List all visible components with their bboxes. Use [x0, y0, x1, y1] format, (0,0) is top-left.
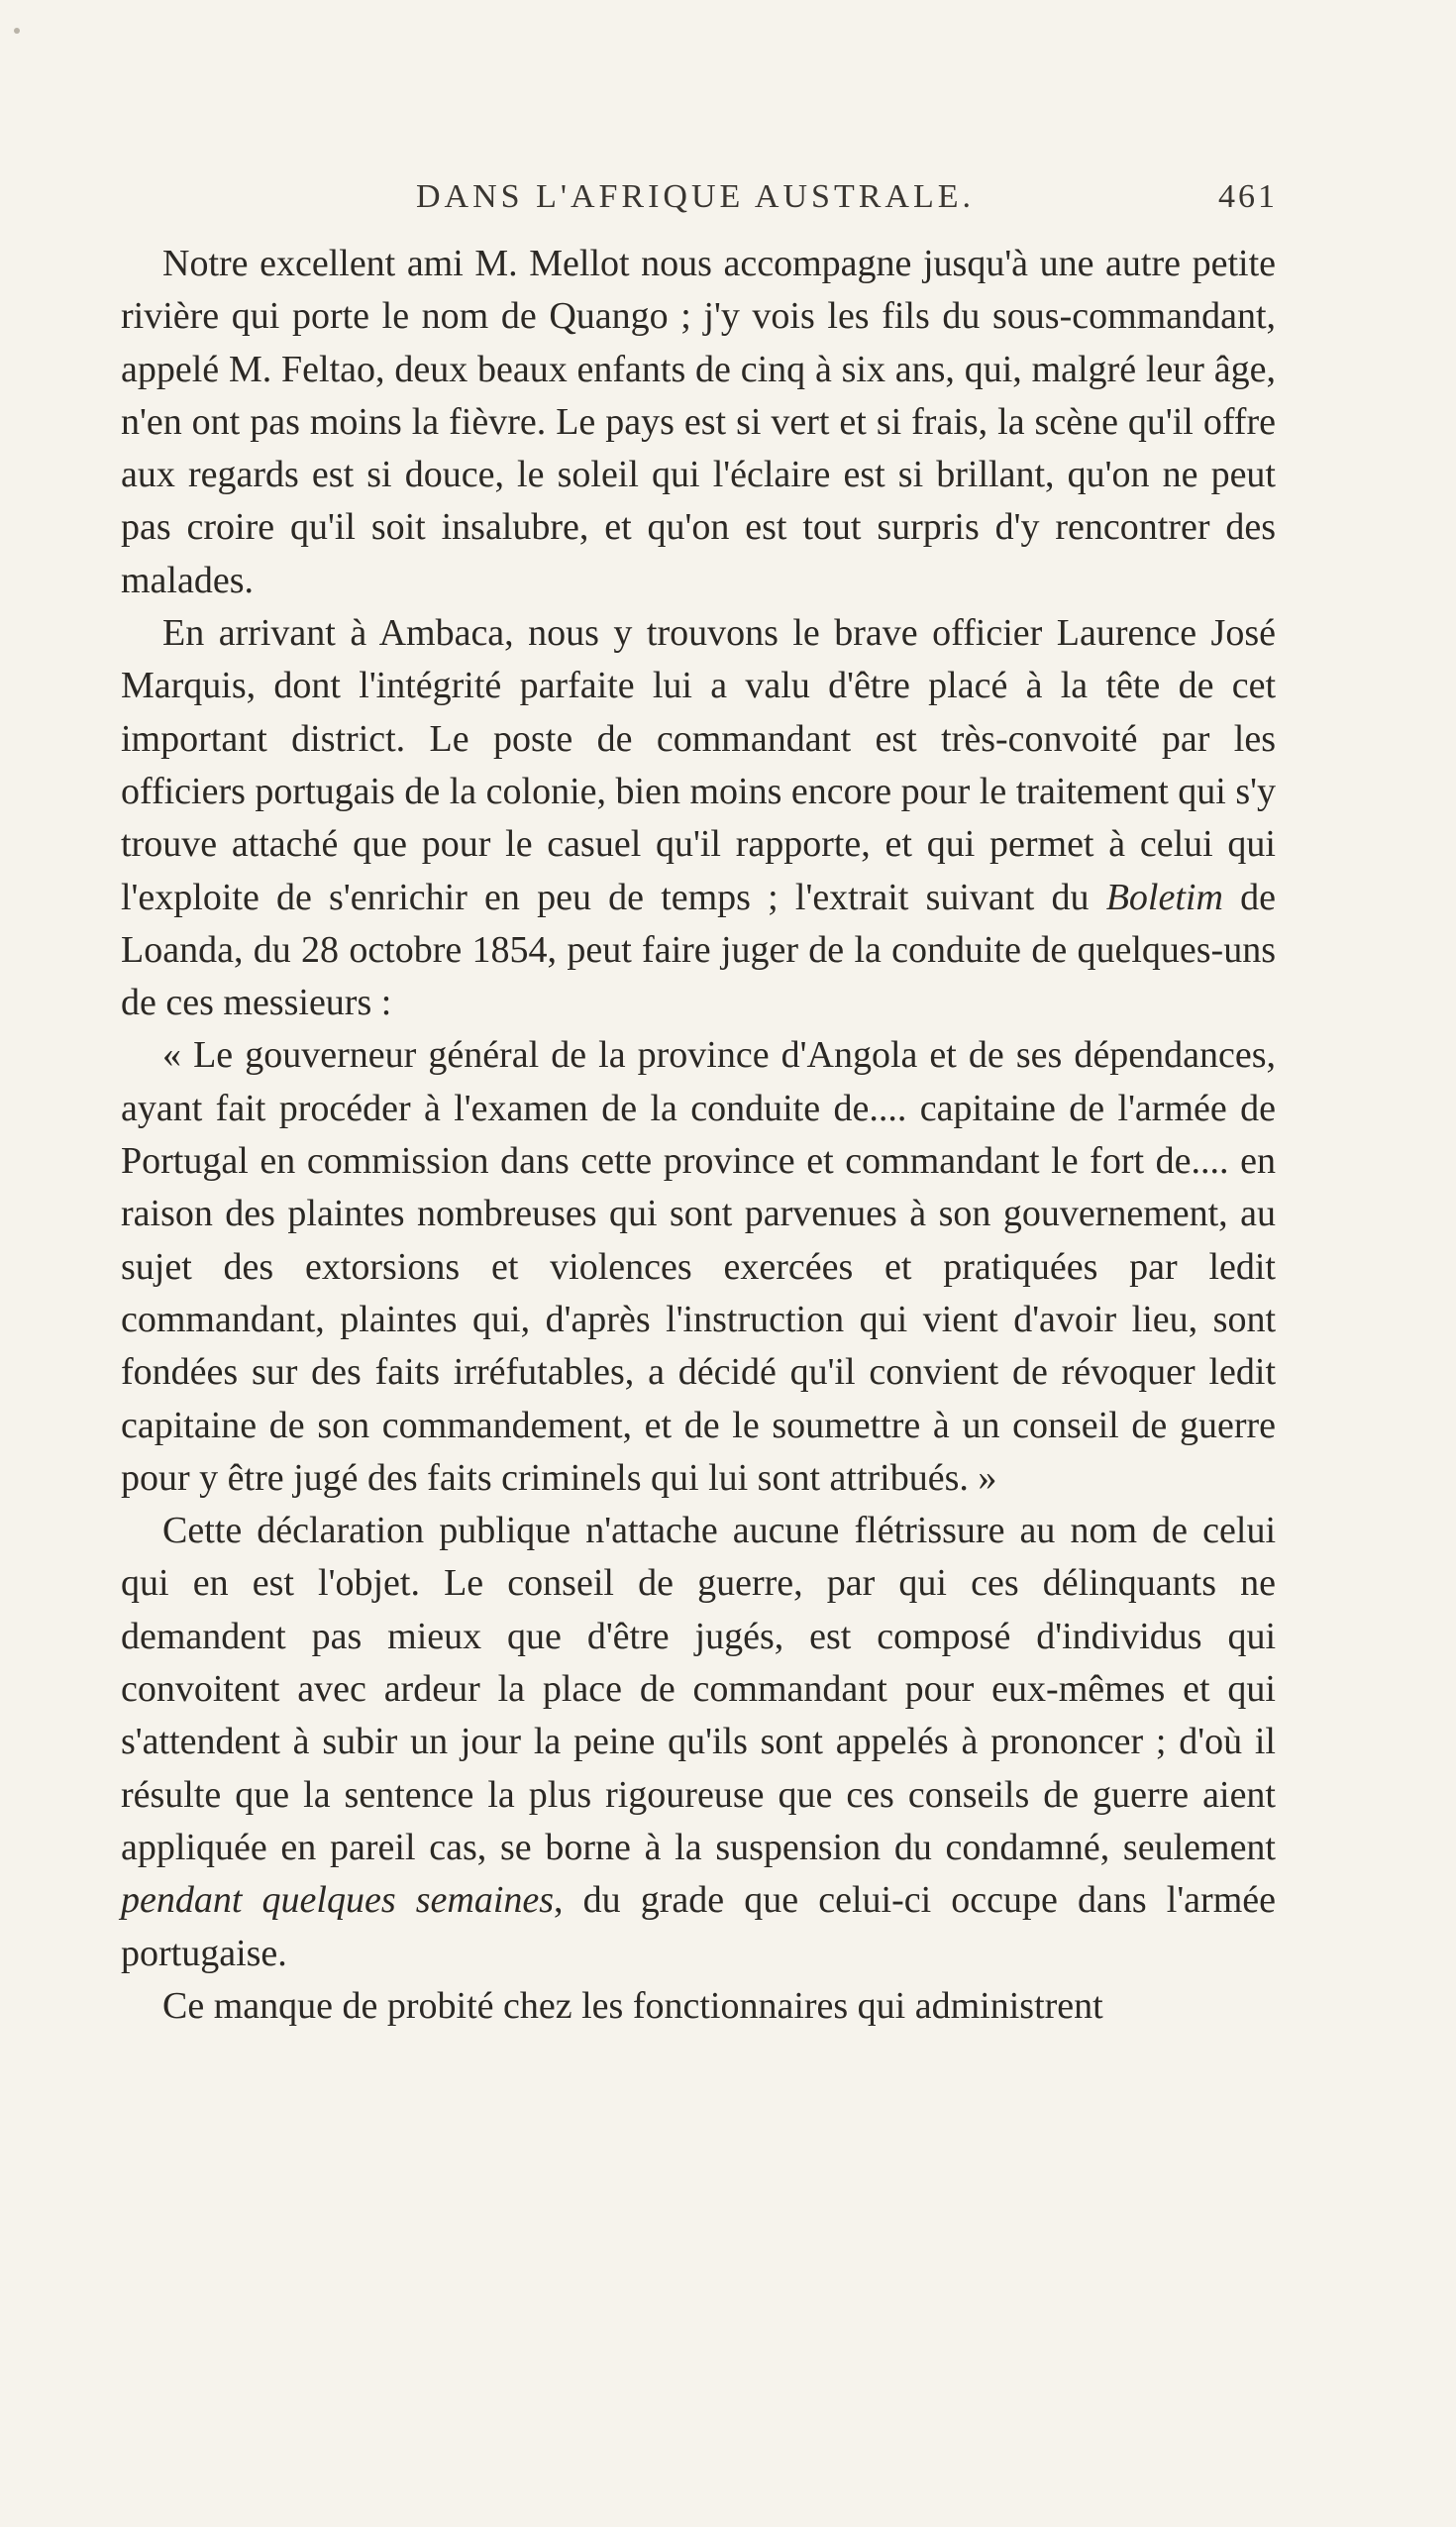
paragraph-2-text-start: En arrivant à Ambaca, nous y trouvons le brave officier Laurence José Marquis, dont l'intégrité parfaite lui a valu d'être placé à la tête de cet important district. Le poste de commandant est très-convoité par les officiers portugais de la colonie, bien moins encore pour le traitement qui s'y trouve attaché que pour le casuel qu'il rapporte, et qui permet à celui qui l'exploite de s'enrichir en peu de temps ; l'extrait suivant du [121, 612, 1276, 918]
paragraph-2-text-end: de Loanda, du 28 octobre 1854, peut faire juger de la conduite de quelques-uns de ces messieurs : [121, 876, 1276, 1024]
paragraph-4-text-start: Cette déclaration publique n'attache aucune flétrissure au nom de celui qui en est l'objet. Le conseil de guerre, par qui ces délinquants ne demandent pas mieux que d'être jugés, est composé d'individus qui convoitent avec ardeur la place de commandant pour eux-mêmes et qui s'attendent à subir un jour la peine qu'ils sont appelés à prononcer ; d'où il résulte que la sentence la plus rigoureuse que ces conseils de guerre aient appliquée en pareil cas, se borne à la suspension du condamné, seulement [121, 1510, 1276, 1868]
paragraph-2 [121, 607, 1276, 1029]
page-number: 461 [1218, 178, 1278, 215]
boletim-italic: Boletim [1105, 876, 1223, 918]
paragraph-5: Ce manque de probité chez les fonctionnaires qui administrent [162, 1984, 1103, 2027]
quoted-decree: « Le gouverneur général de la province d'Angola et de ses dépendances, ayant fait procéder à l'examen de la conduite de.... capitaine de l'armée de Portugal en commission dans cette province et commandant le fort de.... en raison des plaintes nombreuses qui sont parvenues à son gouvernement, au sujet des extorsions et violences exercées et pratiquées par ledit commandant, plaintes qui, d'après l'instruction qui vient d'avoir lieu, sont fondées sur des faits irréfutables, a décidé qu'il convient de révoquer ledit capitaine de son commandement, et de le soumettre à un conseil de guerre pour y être jugé des faits criminels qui lui sont attribués. » [121, 1034, 1276, 1499]
running-title: DANS L'AFRIQUE AUSTRALE. [416, 178, 975, 215]
paragraph-4 [121, 1505, 1276, 1980]
paragraph-1: Notre excellent ami M. Mellot nous accompagne jusqu'à une autre petite rivière qui porte le nom de Quango ; j'y vois les fils du sous-commandant, appelé M. Feltao, deux beaux enfants de cinq à six ans, qui, malgré leur âge, n'en ont pas moins la fièvre. Le pays est si vert et si frais, la scène qu'il offre aux regards est si douce, le soleil qui l'éclaire est si brillant, qu'on ne peut pas croire qu'il soit insalubre, et qu'on est tout surpris d'y rencontrer des malades. [121, 243, 1276, 601]
paper-speck [14, 28, 20, 34]
page-header [119, 178, 1278, 224]
paragraph-4-text-end: , du grade que celui-ci occupe dans l'armée portugaise. [121, 1879, 1276, 1974]
body-text [121, 238, 1276, 2033]
pendant-italic: pendant quelques semaines [121, 1879, 555, 1922]
